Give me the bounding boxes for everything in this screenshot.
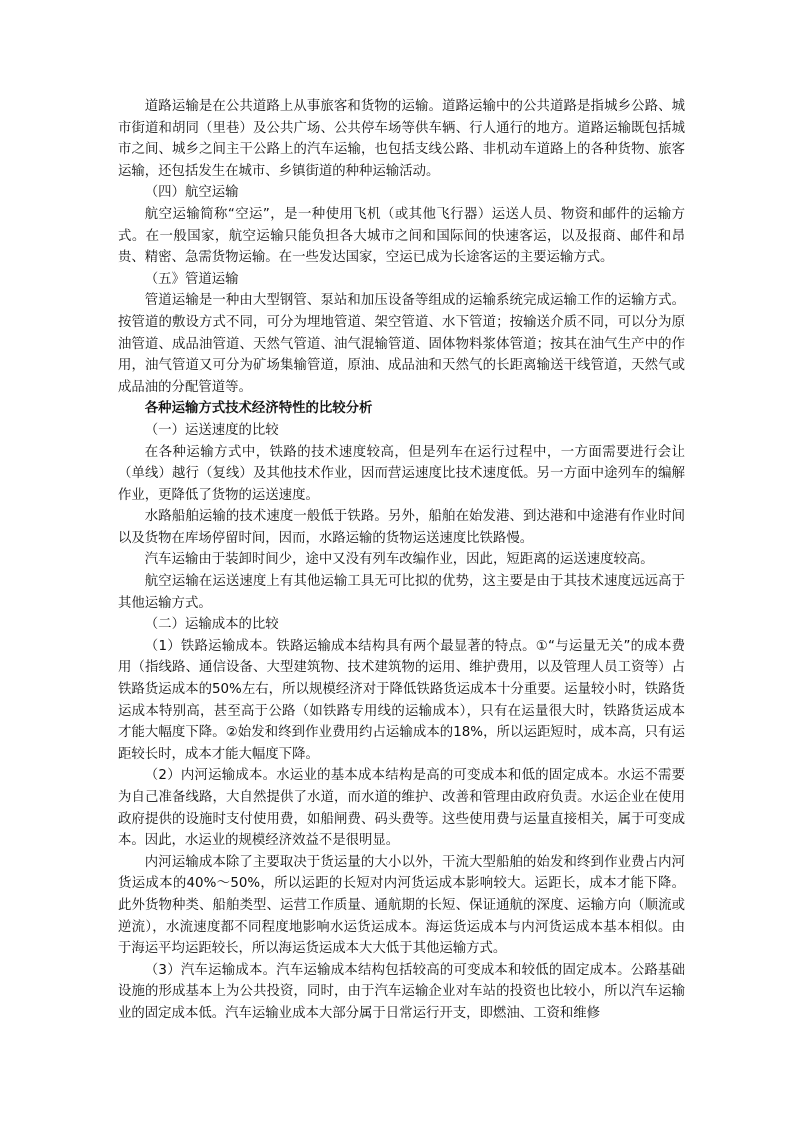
paragraph: 在各种运输方式中，铁路的技术速度较高，但是列车在运行过程中，一方面需要进行会让（单线）越行（复线）及其他技术作业，因而营运速度比技术速度低。另一方面中途列车的编解作业，更降低了货物的运送速度。 <box>118 444 685 503</box>
section-heading: （二）运输成本的比较 <box>144 617 279 633</box>
section-heading: （五》管道运输 <box>144 271 239 287</box>
paragraph: （2）内河运输成本。水运业的基本成本结构是高的可变成本和低的固定成本。水运不需要为自己准备线路，大自然提供了水道，而水道的维护、改善和管理由政府负责。水运企业在使用政府提供的设施时支付使用费，如船闸费、码头费等。这些使用费与运量直接相关，属于可变成本。因此，水运业的规模经济效益不是很明显。 <box>118 768 685 849</box>
paragraph: 道路运输是在公共道路上从事旅客和货物的运输。道路运输中的公共道路是指城乡公路、城市街道和胡同（里巷）及公共广场、公共停车场等供车辆、行人通行的地方。道路运输既包括城市之间、城乡之间主干公路上的汽车运输，也包括支线公路、非机动车道路上的各种货物、旅客运输，还包括发生在城市、乡镇街道的种种运输活动。 <box>118 99 685 179</box>
paragraph: （1）铁路运输成本。铁路运输成本结构具有两个最显著的特点。①“与运量无关”的成本费用（指线路、通信设备、大型建筑物、技术建筑物的运用、维护费用，以及管理人员工资等）占铁路货运成本的50%左右，所以规模经济对于降低铁路货运成本十分重要。运量较小时，铁路货运成本特别高，甚至高于公路（如铁路专用线的运输成本），只有在运量很大时，铁路货运成本才能大幅度下降。②始发和终到作业费用约占运输成本的18%，所以运距短时，成本高，只有运距较长时，成本才能大幅度下降。 <box>118 638 685 762</box>
paragraph: （3）汽车运输成本。汽车运输成本结构包括较高的可变成本和较低的固定成本。公路基础设施的形成基本上为公共投资，同时，由于汽车运输企业对车站的投资也比较小，所以汽车运输业的固定成本低。汽车运输业成本大部分属于日常运行开支，即燃油、工资和维修 <box>118 962 685 1021</box>
section-heading: 各种运输方式技术经济特性的比较分析 <box>144 401 373 417</box>
document-body <box>118 96 685 1025</box>
paragraph: 航空运输简称“空运”，是一种使用飞机（或其他飞行器）运送人员、物资和邮件的运输方式。在一般国家，航空运输只能负担各大城市之间和国际间的快速客运，以及报商、邮件和昂贵、精密、急需货物运输。在一些发达国家，空运已成为长途客运的主要运输方式。 <box>118 206 685 266</box>
paragraph: 汽车运输由于装卸时间少，途中又没有列车改编作业，因此，短距离的运送速度较高。 <box>144 552 654 568</box>
paragraph: 航空运输在运送速度上有其他运输工具无可比拟的优势，这主要是由于其技术速度远远高于其他运输方式。 <box>118 574 685 611</box>
paragraph: 管道运输是一种由大型钢管、泵站和加压设备等组成的运输系统完成运输工作的运输方式。按管道的敷设方式不同，可分为埋地管道、架空管道、水下管道；按输送介质不同，可以分为原油管道、成品油管道、天然气管道、油气混输管道、固体物料浆体管道；按其在油气生产中的作用，油气管道又可分为矿场集输管道，原油、成品油和天然气的长距离输送干线管道，天然气或成品油的分配管道等。 <box>118 293 685 395</box>
section-heading: （四）航空运输 <box>144 185 239 201</box>
section-heading: （一）运送速度的比较 <box>144 422 279 438</box>
paragraph: 水路船舶运输的技术速度一般低于铁路。另外，船舶在始发港、到达港和中途港有作业时间以及货物在库场停留时间，因而，水路运输的货物运送速度比铁路慢。 <box>118 509 685 546</box>
paragraph: 内河运输成本除了主要取决于货运量的大小以外，干流大型船舶的始发和终到作业费占内河货运成本的40%～50%，所以运距的长短对内河货运成本影响较大。运距长，成本才能下降。此外货物种类、船舶类型、运营工作质量、通航期的长短、保证通航的深度、运输方向（顺流或逆流），水流速度都不同程度地影响水运货运成本。海运货运成本与内河货运成本基本相似。由于海运平均运距较长，所以海运货运成本大大低于其他运输方式。 <box>118 854 685 957</box>
